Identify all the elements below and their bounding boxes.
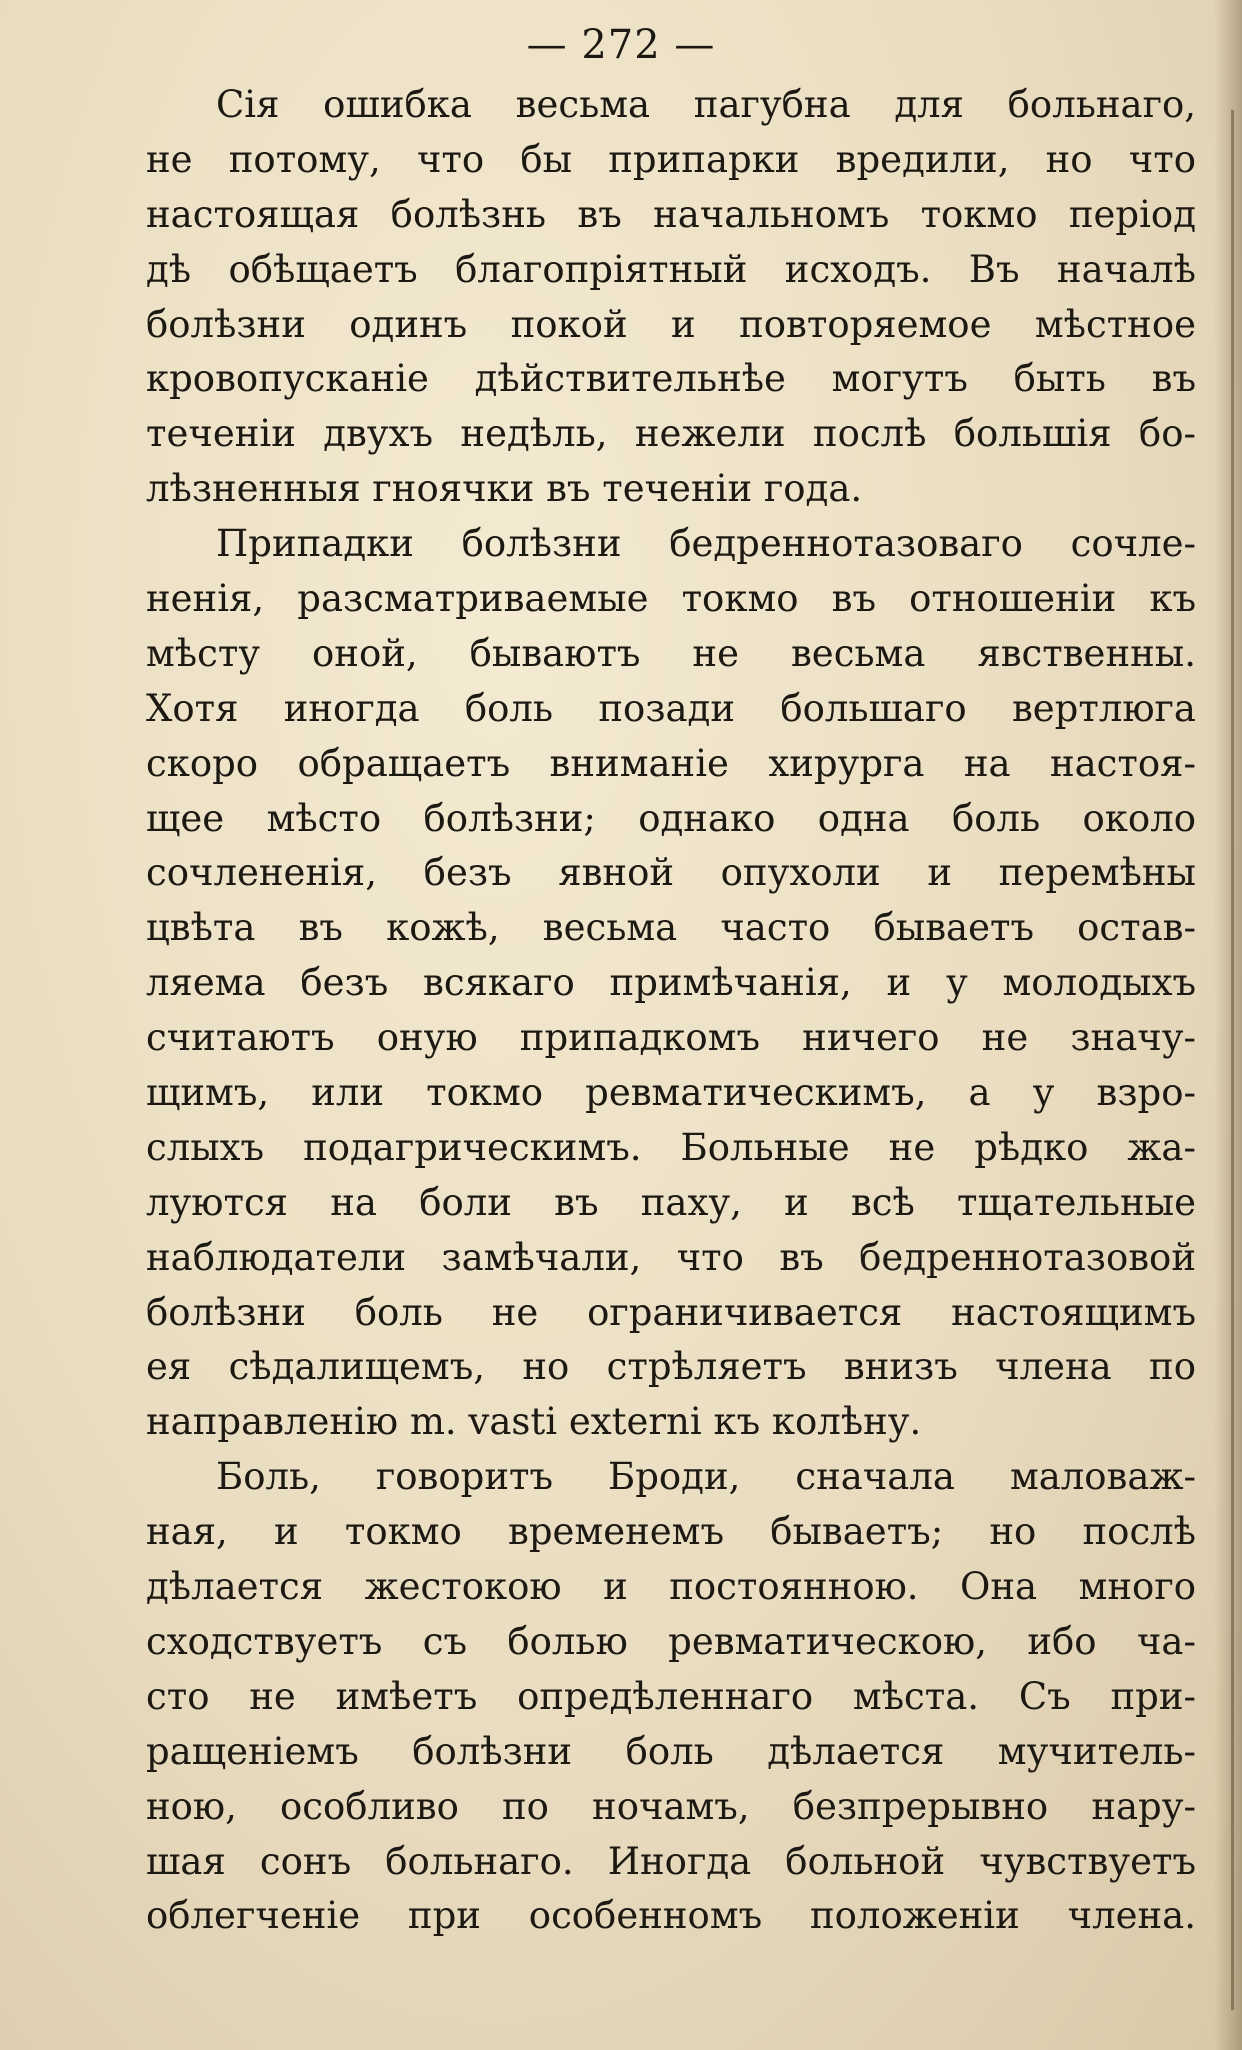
text-line: ея сѣдалищемъ, но стрѣляетъ внизъ члена по — [146, 1345, 1196, 1389]
text-line: Хотя иногда боль позади большаго вертлюга — [146, 686, 1196, 730]
text-line: ная, и токмо временемъ бываетъ; но послѣ — [146, 1510, 1196, 1554]
text-line: мѣсту оной, бываютъ не весьма явственны. — [146, 631, 1196, 675]
text-line: облегченіе при особенномъ положеніи члена. — [146, 1894, 1196, 1938]
text-line: лѣзненныя гноячки въ теченіи года. — [146, 467, 863, 511]
text-line: наблюдатели замѣчали, что въ бедреннотазовой — [146, 1235, 1196, 1279]
text-line: сочлененія, безъ явной опухоли и перемѣны — [146, 851, 1196, 895]
text-line: скоро обращаетъ вниманіе хирурга на настоя- — [146, 741, 1196, 785]
text-line: слыхъ подагрическимъ. Больные не рѣдко жа- — [146, 1125, 1196, 1169]
text-line: считаютъ оную припадкомъ ничего не значу- — [146, 1016, 1196, 1060]
text-line: Сія ошибка весьма пагубна для больнаго, — [216, 83, 1196, 126]
text-line: кровопусканіе дѣйствительнѣе могутъ быть въ — [146, 357, 1196, 401]
text-line: настоящая болѣзнь въ начальномъ токмо період — [146, 192, 1196, 236]
binding-edge-line — [1231, 110, 1234, 2010]
text-line: шая сонъ больнаго. Иногда больной чувствуетъ — [146, 1839, 1196, 1883]
text-line: сто не имѣетъ опредѣленнаго мѣста. Съ при- — [146, 1674, 1196, 1718]
text-line: сходствуетъ съ болью ревматическою, ибо ча- — [146, 1619, 1196, 1663]
text-line: теченіи двухъ недѣль, нежели послѣ большія бо- — [146, 412, 1196, 456]
text-line: щимъ, или токмо ревматическимъ, а у взро- — [146, 1071, 1196, 1115]
text-line: цвѣта въ кожѣ, весьма часто бываетъ остав- — [146, 906, 1196, 950]
text-line: дѣ обѣщаетъ благопріятный исходъ. Въ началѣ — [146, 247, 1196, 291]
text-line: болѣзни боль не ограничивается настоящимъ — [146, 1290, 1196, 1334]
page-edge-shadow — [1214, 0, 1242, 2050]
text-line: ненія, разсматриваемые токмо въ отношеніи къ — [146, 577, 1196, 621]
text-line: ною, особливо по ночамъ, безпрерывно нару- — [146, 1784, 1196, 1828]
page-number: — 272 — — [526, 22, 716, 68]
text-line: Припадки болѣзни бедреннотазоваго сочле- — [216, 522, 1196, 566]
text-line: ращеніемъ болѣзни боль дѣлается мучитель- — [146, 1729, 1196, 1773]
text-line: щее мѣсто болѣзни; однако одна боль около — [146, 796, 1196, 840]
text-line: ляема безъ всякаго примѣчанія, и у молодыхъ — [146, 961, 1196, 1005]
text-line: не потому, что бы припарки вредили, но что — [146, 137, 1196, 181]
body-text — [146, 78, 1196, 1944]
text-line: Боль, говоритъ Броди, сначала маловаж- — [216, 1455, 1196, 1499]
text-line: направленію m. vasti externi къ колѣну. — [146, 1400, 922, 1444]
text-line: луются на боли въ паху, и всѣ тщательные — [146, 1180, 1196, 1224]
text-line: болѣзни одинъ покой и повторяемое мѣстное — [146, 302, 1196, 346]
text-line: дѣлается жестокою и постоянною. Она много — [146, 1565, 1196, 1609]
